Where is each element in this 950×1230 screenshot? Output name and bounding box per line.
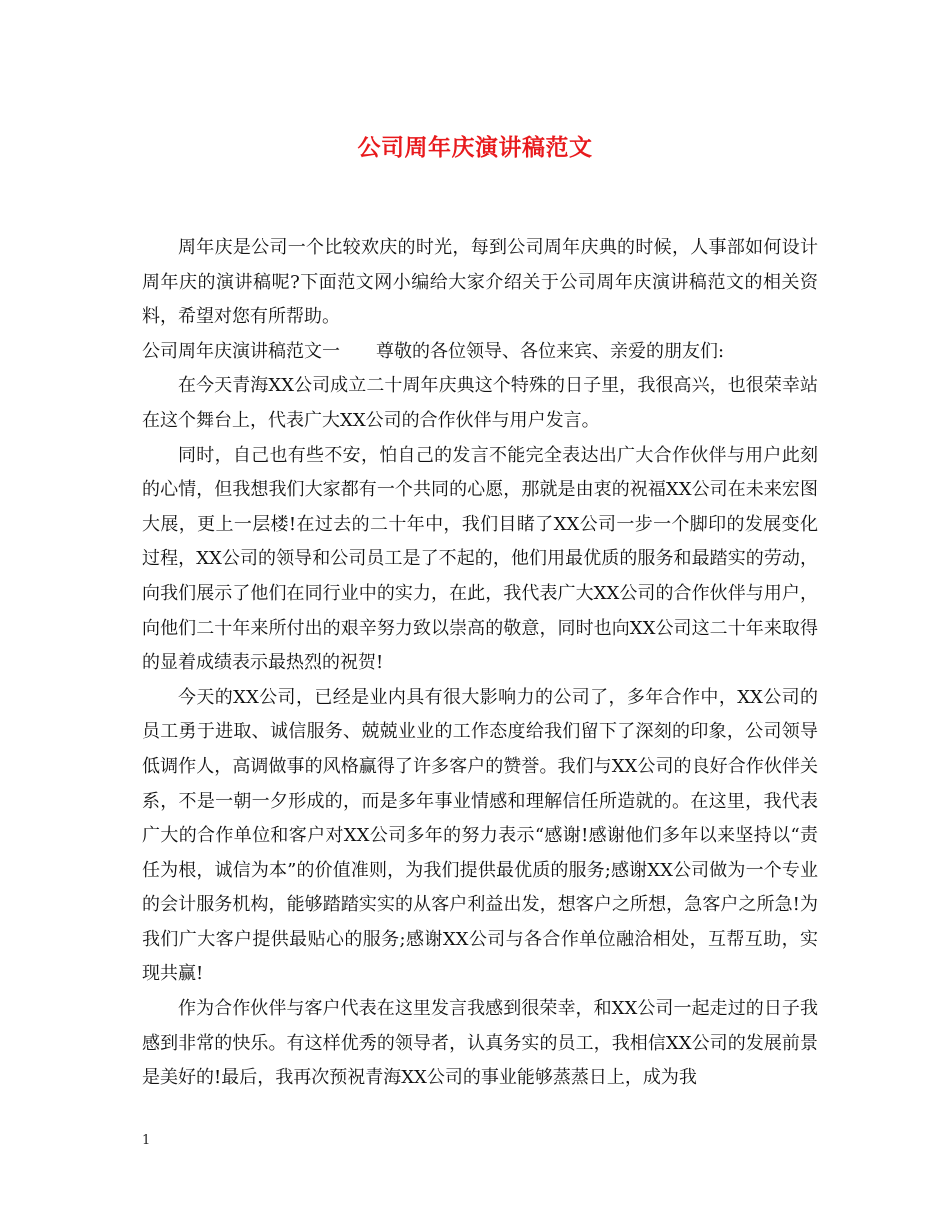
salutation: 尊敬的各位领导、各位来宾、亲爱的朋友们: (376, 340, 725, 362)
speech-paragraph-1: 在今天青海XX公司成立二十周年庆典这个特殊的日子里，我很高兴，也很荣幸站在这个舞台上，代表广大XX公司的合作伙伴与用户发言。 (142, 375, 818, 431)
speech-paragraph-2: 同时，自己也有些不安，怕自己的发言不能完全表达出广大合作伙伴与用户此刻的心情，但我想我们大家都有一个共同的心愿，那就是由衷的祝福XX公司在未来宏图大展，更上一层楼!在过去的二十年中，我们目睹了XX公司一步一个脚印的发展变化过程，XX公司的领导和公司员工是了不起的，他们用最优质的服务和最踏实的劳动，向我们展示了他们在同行业中的实力，在此，我代表广大XX公司的合作伙伴与用户，向他们二十年来所付出的艰辛努力致以崇高的敬意，同时也向XX公司这二十年来取得的显着成绩表示最热烈的祝贺! (142, 444, 818, 674)
speech-paragraph-3: 今天的XX公司，已经是业内具有很大影响力的公司了，多年合作中，XX公司的员工勇于进取、诚信服务、兢兢业业的工作态度给我们留下了深刻的印象，公司领导低调作人，高调做事的风格赢得了许多客户的赞誉。我们与XX公司的良好合作伙伴关系，不是一朝一夕形成的，而是多年事业情感和理解信任所造就的。在这里，我代表广大的合作单位和客户对XX公司多年的努力表示“感谢!感谢他们多年以来坚持以“责任为根，诚信为本”的价值准则，为我们提供最优质的服务;感谢XX公司做为一个专业的会计服务机构，能够踏踏实实的从客户利益出发，想客户之所想，急客户之所急!为我们广大客户提供最贴心的服务;感谢XX公司与各合作单位融洽相处，互帮互助，实现共赢! (142, 686, 818, 985)
document-title: 公司周年庆演讲稿范文 (357, 134, 593, 161)
document-body (142, 231, 818, 1096)
section-heading: 公司周年庆演讲稿范文一 (142, 340, 340, 362)
speech-paragraph-4: 作为合作伙伴与客户代表在这里发言我感到很荣幸，和XX公司一起走过的日子我感到非常的快乐。有这样优秀的领导者，认真务实的员工，我相信XX公司的发展前景是美好的!最后，我再次预祝青海XX公司的事业能够蒸蒸日上，成为我 (142, 998, 818, 1089)
page-number: 1 (142, 1133, 151, 1148)
section-heading-row (142, 335, 818, 370)
intro-paragraph: 周年庆是公司一个比较欢庆的时光，每到公司周年庆典的时候，人事部如何设计周年庆的演讲稿呢?下面范文网小编给大家介绍关于公司周年庆演讲稿范文的相关资料，希望对您有所帮助。 (142, 237, 818, 328)
